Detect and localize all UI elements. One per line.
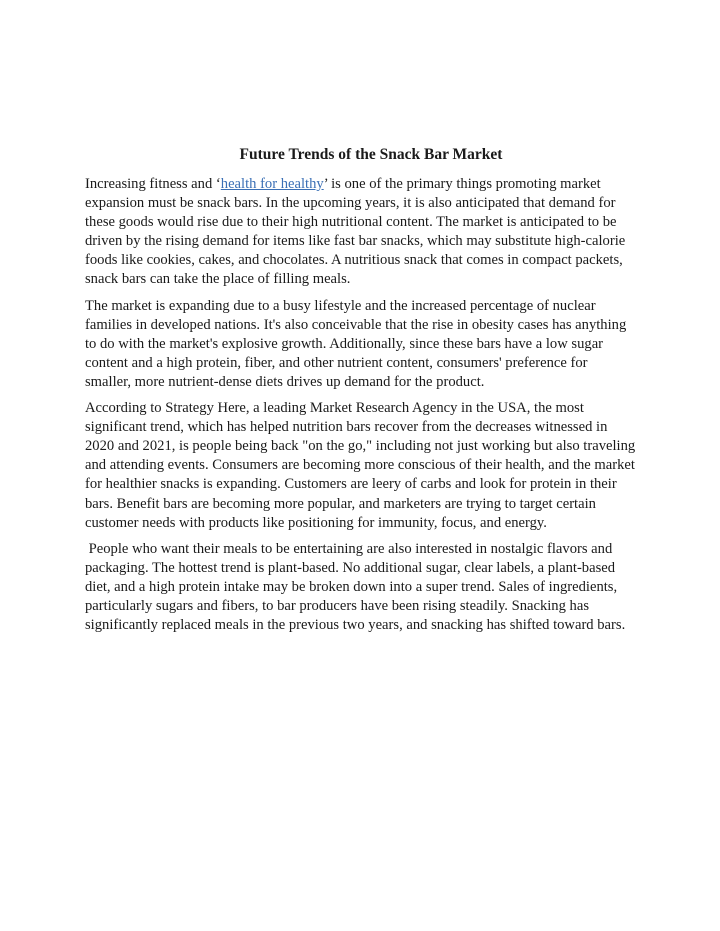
document-title: Future Trends of the Snack Bar Market xyxy=(239,146,503,163)
health-for-healthy-link[interactable]: health for healthy xyxy=(220,176,324,192)
paragraph-2: The market is expanding due to a busy lifestyle and the increased percentage of nuclear families in developed nations. It's also conceivable that the rise in obesity cases has anything to do with the market's explosive growth. Additionally, since these bars have a low sugar content and a high protein, fiber, and other nutrient content, consumers' preference for smaller, more nutrient-dense diets drives up demand for the product. xyxy=(85,297,627,390)
paragraph-3: According to Strategy Here, a leading Market Research Agency in the USA, the most significant trend, which has helped nutrition bars recover from the decreases witnessed in 2020 and 2021, is people being back "on the go," including not just working but also traveling and attending events. Consumers are becoming more conscious of their health, and the market for healthier snacks is expanding. Customers are leery of carbs and look for protein in their bars. Benefit bars are becoming more popular, and marketers are trying to target certain customer needs with products like positioning for immunity, focus, and energy. xyxy=(85,400,636,531)
document-page xyxy=(85,145,637,642)
paragraph-1-intro: Increasing fitness and ‘ xyxy=(85,176,221,192)
paragraph-4: People who want their meals to be entertaining are also interested in nostalgic flavors and packaging. The hottest trend is plant-based. No additional sugar, clear labels, a plant-based diet, and a high protein intake may be broken down into a super trend. Sales of ingredients, particularly sugars and fibers, to bar producers have been rising steadily. Snacking has significantly replaced meals in the previous two years, and snacking has shifted toward bars. xyxy=(85,540,626,634)
paragraph-1-rest: ’ is one of the primary things promoting market expansion must be snack bars. In the upcoming years, it is also anticipated that demand for these goods would rise due to their high nutritional content. The market is anticipated to be driven by the rising demand for items like fast bar snacks, which may substitute high-calorie foods like cookies, cakes, and chocolates. A nutritious snack that comes in compact packets, snack bars can take the place of filling meals. xyxy=(85,176,626,288)
paragraph-1 xyxy=(85,175,637,290)
